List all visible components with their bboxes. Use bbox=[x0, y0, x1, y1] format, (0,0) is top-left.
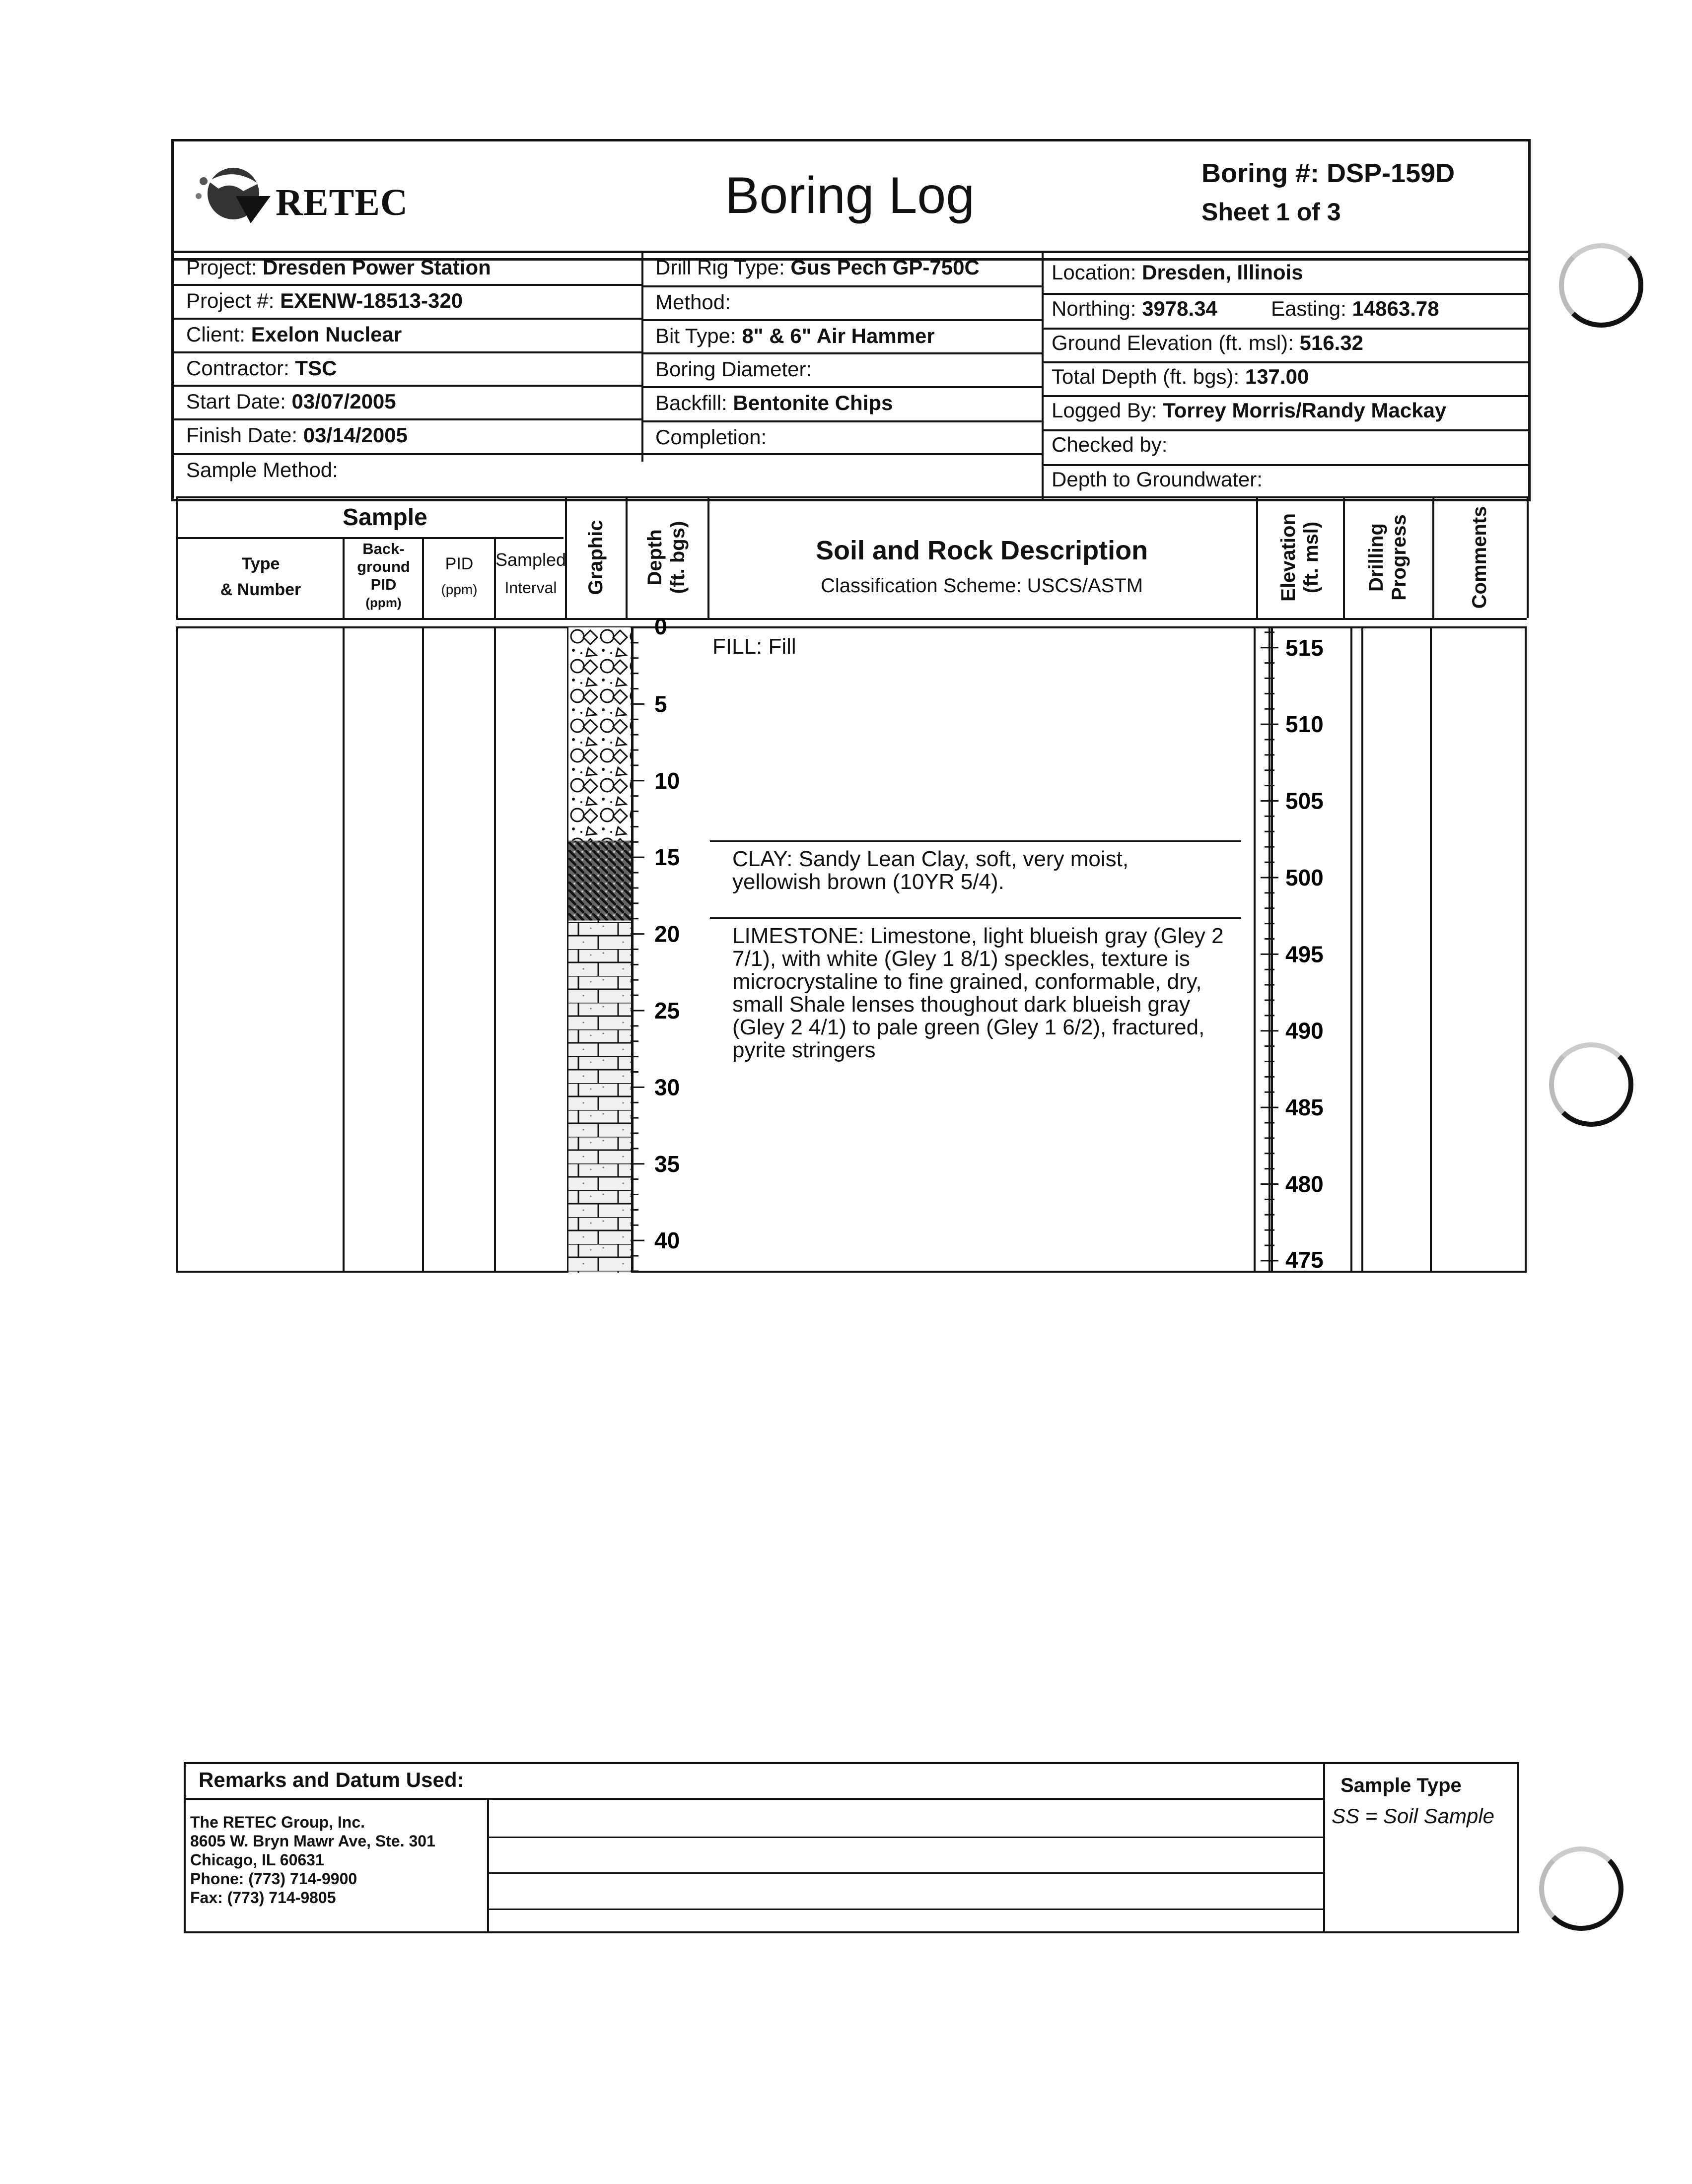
elevation-header-line-1: Elevation bbox=[1277, 513, 1299, 602]
elevation-tick-label: 515 bbox=[1285, 634, 1324, 661]
drilling-header-line-1: Drilling bbox=[1365, 523, 1387, 592]
total-depth-label: Total Depth (ft. bgs): bbox=[1052, 365, 1240, 388]
depth-tick-label: 0 bbox=[654, 614, 667, 639]
elevation-tick-label: 495 bbox=[1285, 941, 1324, 967]
background-pid-header bbox=[345, 540, 422, 612]
binder-hole-bottom bbox=[1539, 1846, 1623, 1931]
logo-text: RETEC bbox=[276, 182, 408, 223]
groundwater-label: Depth to Groundwater: bbox=[1052, 468, 1263, 491]
graphic-header: Graphic bbox=[585, 520, 607, 595]
strata-graphic bbox=[568, 627, 631, 1273]
checked-by-label: Checked by: bbox=[1052, 433, 1168, 456]
sample-type-value: SS = Soil Sample bbox=[1332, 1804, 1495, 1828]
contractor-field bbox=[186, 356, 337, 380]
depth-tick-label: 10 bbox=[654, 767, 680, 794]
elevation-header-line-2: (ft. msl) bbox=[1300, 521, 1322, 594]
boring-label: Boring #: bbox=[1201, 158, 1319, 188]
depth-tick-label: 25 bbox=[654, 997, 680, 1024]
logged-by-value: Torrey Morris/Randy Mackay bbox=[1163, 399, 1447, 422]
sampled-header-line-2: Interval bbox=[504, 579, 557, 597]
bit-type-label: Bit Type: bbox=[655, 324, 736, 347]
pid-header-line-2: (ppm) bbox=[441, 582, 478, 597]
client-label: Client: bbox=[186, 323, 246, 346]
depth-tick-label: 40 bbox=[654, 1228, 680, 1254]
project-number-label: Project #: bbox=[186, 289, 275, 312]
type-number-header bbox=[179, 551, 343, 603]
depth-tick-label: 35 bbox=[654, 1151, 680, 1177]
drill-rig-label: Drill Rig Type: bbox=[655, 256, 785, 279]
project-field bbox=[186, 256, 491, 279]
classification-header: Classification Scheme: USCS/ASTM bbox=[820, 575, 1143, 597]
layer-fill-graphic bbox=[568, 627, 631, 841]
start-date-label: Start Date: bbox=[186, 390, 286, 413]
page-title: Boring Log bbox=[725, 167, 975, 224]
elevation-tick-label: 510 bbox=[1285, 711, 1324, 738]
pid-header bbox=[424, 551, 494, 603]
finish-date-label: Finish Date: bbox=[186, 423, 298, 447]
northing-value: 3978.34 bbox=[1142, 297, 1217, 320]
comments-header: Comments bbox=[1469, 506, 1490, 609]
elevation-tick-label: 505 bbox=[1285, 788, 1324, 814]
ground-elevation-value: 516.32 bbox=[1299, 331, 1363, 354]
drilling-progress-header bbox=[1365, 498, 1410, 617]
layer-clay-description: CLAY: Sandy Lean Clay, soft, very moist, yellowish brown (10YR 5/4). bbox=[732, 847, 1129, 894]
elevation-tick-label: 475 bbox=[1285, 1247, 1324, 1273]
company-phone: Phone: (773) 714-9900 bbox=[190, 1870, 357, 1888]
bit-type-field bbox=[655, 324, 935, 348]
depth-tick-label: 15 bbox=[654, 844, 680, 871]
location-value: Dresden, Illinois bbox=[1142, 261, 1303, 284]
sampled-interval-header bbox=[494, 546, 567, 602]
project-number-value: EXENW-18513-320 bbox=[280, 289, 463, 312]
elevation-tick-label: 480 bbox=[1285, 1171, 1324, 1197]
company-street: 8605 W. Bryn Mawr Ave, Ste. 301 bbox=[190, 1832, 435, 1850]
depth-tick-label: 30 bbox=[654, 1074, 680, 1100]
depth-header-line-2: (ft. bgs) bbox=[667, 521, 689, 594]
boring-diameter-field bbox=[655, 357, 812, 381]
location-label: Location: bbox=[1052, 261, 1136, 284]
project-value: Dresden Power Station bbox=[263, 256, 491, 279]
client-field bbox=[186, 323, 402, 346]
sampled-header-line-1: Sampled bbox=[495, 549, 566, 570]
backfill-label: Backfill: bbox=[655, 391, 727, 414]
backfill-value: Bentonite Chips bbox=[733, 391, 893, 414]
project-label: Project: bbox=[186, 256, 257, 279]
sample-group-header: Sample bbox=[343, 504, 427, 531]
depth-tick-label: 5 bbox=[654, 691, 667, 717]
company-name: The RETEC Group, Inc. bbox=[190, 1813, 365, 1831]
background-pid-line-4: (ppm) bbox=[365, 595, 402, 610]
method-field bbox=[655, 290, 731, 314]
start-date-field bbox=[186, 390, 396, 413]
description-column bbox=[710, 629, 1251, 1270]
drill-rig-field bbox=[655, 256, 980, 279]
finish-date-field bbox=[186, 423, 408, 447]
easting-label: Easting: bbox=[1271, 297, 1346, 320]
checked-by-field bbox=[1052, 433, 1167, 457]
number-header-line: & Number bbox=[220, 580, 301, 599]
logged-by-field bbox=[1052, 399, 1446, 422]
easting-field bbox=[1271, 297, 1439, 321]
binder-hole-top bbox=[1559, 243, 1643, 328]
logged-by-label: Logged By: bbox=[1052, 399, 1157, 422]
binder-hole-middle bbox=[1549, 1042, 1633, 1127]
total-depth-field bbox=[1052, 365, 1309, 389]
project-number-field bbox=[186, 289, 463, 313]
layer-fill-description: FILL: Fill bbox=[712, 634, 796, 659]
company-address bbox=[190, 1813, 435, 1907]
ground-elevation-field bbox=[1052, 331, 1363, 355]
northing-label: Northing: bbox=[1052, 297, 1136, 320]
sample-method-field bbox=[186, 458, 338, 482]
backfill-field bbox=[655, 391, 893, 415]
contractor-value: TSC bbox=[295, 356, 337, 380]
layer-limestone-description: LIMESTONE: Limestone, light blueish gray (Gley 2 7/1), with white (Gley 1 8/1) speckles, texture is microcrystaline to fine grained, conformable, dry, small Shale lenses thoughout dark blueish gray (Gley 2 4/1) to pale green (Gley 1 6/2), fractured, pyrite stringers bbox=[732, 924, 1224, 1062]
depth-tick-label: 20 bbox=[654, 921, 680, 947]
sheet-number: Sheet 1 of 3 bbox=[1201, 198, 1341, 226]
boring-number bbox=[1201, 158, 1455, 189]
groundwater-field bbox=[1052, 468, 1263, 491]
client-value: Exelon Nuclear bbox=[251, 323, 402, 346]
boring-value: DSP-159D bbox=[1327, 158, 1455, 188]
drill-rig-value: Gus Pech GP-750C bbox=[790, 256, 980, 279]
company-city: Chicago, IL 60631 bbox=[190, 1851, 324, 1869]
background-pid-line-1: Back- bbox=[362, 540, 405, 557]
layer-limestone-graphic bbox=[568, 921, 631, 1273]
pid-header-line-1: PID bbox=[445, 554, 474, 573]
description-header: Soil and Rock Description bbox=[815, 536, 1148, 565]
depth-header bbox=[643, 498, 689, 617]
elevation-tick-label: 500 bbox=[1285, 864, 1324, 890]
boring-diameter-label: Boring Diameter: bbox=[655, 357, 812, 381]
finish-date-value: 03/14/2005 bbox=[303, 423, 408, 447]
sample-type-title: Sample Type bbox=[1340, 1774, 1462, 1796]
drilling-header-line-2: Progress bbox=[1388, 514, 1410, 601]
elevation-tick-label: 490 bbox=[1285, 1018, 1324, 1044]
layer-clay-graphic bbox=[568, 841, 631, 921]
elevation-header bbox=[1277, 498, 1323, 617]
total-depth-value: 137.00 bbox=[1245, 365, 1309, 388]
elevation-tick-label: 485 bbox=[1285, 1094, 1324, 1121]
start-date-value: 03/07/2005 bbox=[291, 390, 396, 413]
depth-scale bbox=[631, 614, 705, 1273]
location-field bbox=[1052, 261, 1303, 284]
sample-method-label: Sample Method: bbox=[186, 458, 338, 481]
northing-field bbox=[1052, 297, 1217, 321]
completion-field bbox=[655, 425, 767, 449]
depth-header-line-1: Depth bbox=[644, 529, 666, 586]
contractor-label: Contractor: bbox=[186, 356, 289, 380]
type-header-line: Type bbox=[241, 554, 280, 573]
completion-label: Completion: bbox=[655, 425, 767, 449]
background-pid-line-3: PID bbox=[370, 576, 397, 593]
easting-value: 14863.78 bbox=[1352, 297, 1439, 320]
ground-elevation-label: Ground Elevation (ft. msl): bbox=[1052, 331, 1294, 354]
bit-type-value: 8" & 6" Air Hammer bbox=[742, 324, 935, 347]
elevation-scale bbox=[1254, 627, 1350, 1273]
background-pid-line-2: ground bbox=[357, 558, 410, 575]
method-label: Method: bbox=[655, 290, 731, 314]
retec-logo-icon bbox=[189, 161, 278, 226]
remarks-label: Remarks and Datum Used: bbox=[199, 1768, 464, 1791]
retec-logo bbox=[189, 161, 417, 226]
company-fax: Fax: (773) 714-9805 bbox=[190, 1889, 336, 1907]
